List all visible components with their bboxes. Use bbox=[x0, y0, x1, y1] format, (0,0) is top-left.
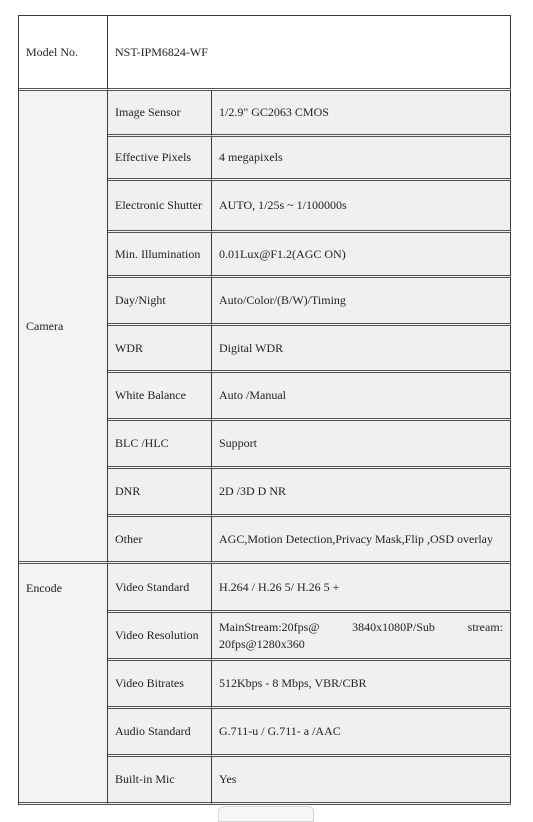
group-label-encode: Encode bbox=[19, 564, 108, 805]
spec-label: DNR bbox=[108, 469, 212, 517]
spec-value: AGC,Motion Detection,Privacy Mask,Flip ,OSD overlay bbox=[212, 517, 511, 564]
spec-value: Auto/Color/(B/W)/Timing bbox=[212, 278, 511, 326]
spec-value: MainStream:20fps@ 3840x1080P/Sub stream: 20fps@1280x360 bbox=[212, 613, 511, 661]
spec-value: AUTO, 1/25s ~ 1/100000s bbox=[212, 181, 511, 233]
spec-value: Auto /Manual bbox=[212, 373, 511, 421]
spec-value: Support bbox=[212, 421, 511, 469]
spec-value: 1/2.9" GC2063 CMOS bbox=[212, 91, 511, 137]
model-value: NST-IPM6824-WF bbox=[108, 16, 511, 91]
spec-label: Image Sensor bbox=[108, 91, 212, 137]
spec-table bbox=[18, 15, 511, 805]
spec-label: Video Resolution bbox=[108, 613, 212, 661]
model-row bbox=[19, 16, 511, 91]
spec-label: Day/Night bbox=[108, 278, 212, 326]
spec-value: G.711-u / G.711- a /AAC bbox=[212, 709, 511, 757]
spec-value: 512Kbps - 8 Mbps, VBR/CBR bbox=[212, 661, 511, 709]
spec-value: Yes bbox=[212, 757, 511, 805]
spec-row-video-standard bbox=[19, 564, 511, 613]
spec-label: Video Bitrates bbox=[108, 661, 212, 709]
spec-label: WDR bbox=[108, 326, 212, 373]
spec-label: Audio Standard bbox=[108, 709, 212, 757]
spec-label: BLC /HLC bbox=[108, 421, 212, 469]
spec-label: Video Standard bbox=[108, 564, 212, 613]
spec-label: Other bbox=[108, 517, 212, 564]
spec-label: Min. Illumination bbox=[108, 233, 212, 278]
spec-value: 0.01Lux@F1.2(AGC ON) bbox=[212, 233, 511, 278]
spec-value: H.264 / H.26 5/ H.26 5 + bbox=[212, 564, 511, 613]
spec-value: 2D /3D D NR bbox=[212, 469, 511, 517]
spec-label: Electronic Shutter bbox=[108, 181, 212, 233]
bottom-tab[interactable] bbox=[218, 806, 314, 822]
group-label-camera: Camera bbox=[19, 91, 108, 564]
spec-row-image-sensor bbox=[19, 91, 511, 137]
spec-value: Digital WDR bbox=[212, 326, 511, 373]
spec-label: Effective Pixels bbox=[108, 137, 212, 181]
spec-label: Built-in Mic bbox=[108, 757, 212, 805]
model-label: Model No. bbox=[19, 16, 108, 91]
spec-value: 4 megapixels bbox=[212, 137, 511, 181]
spec-label: White Balance bbox=[108, 373, 212, 421]
